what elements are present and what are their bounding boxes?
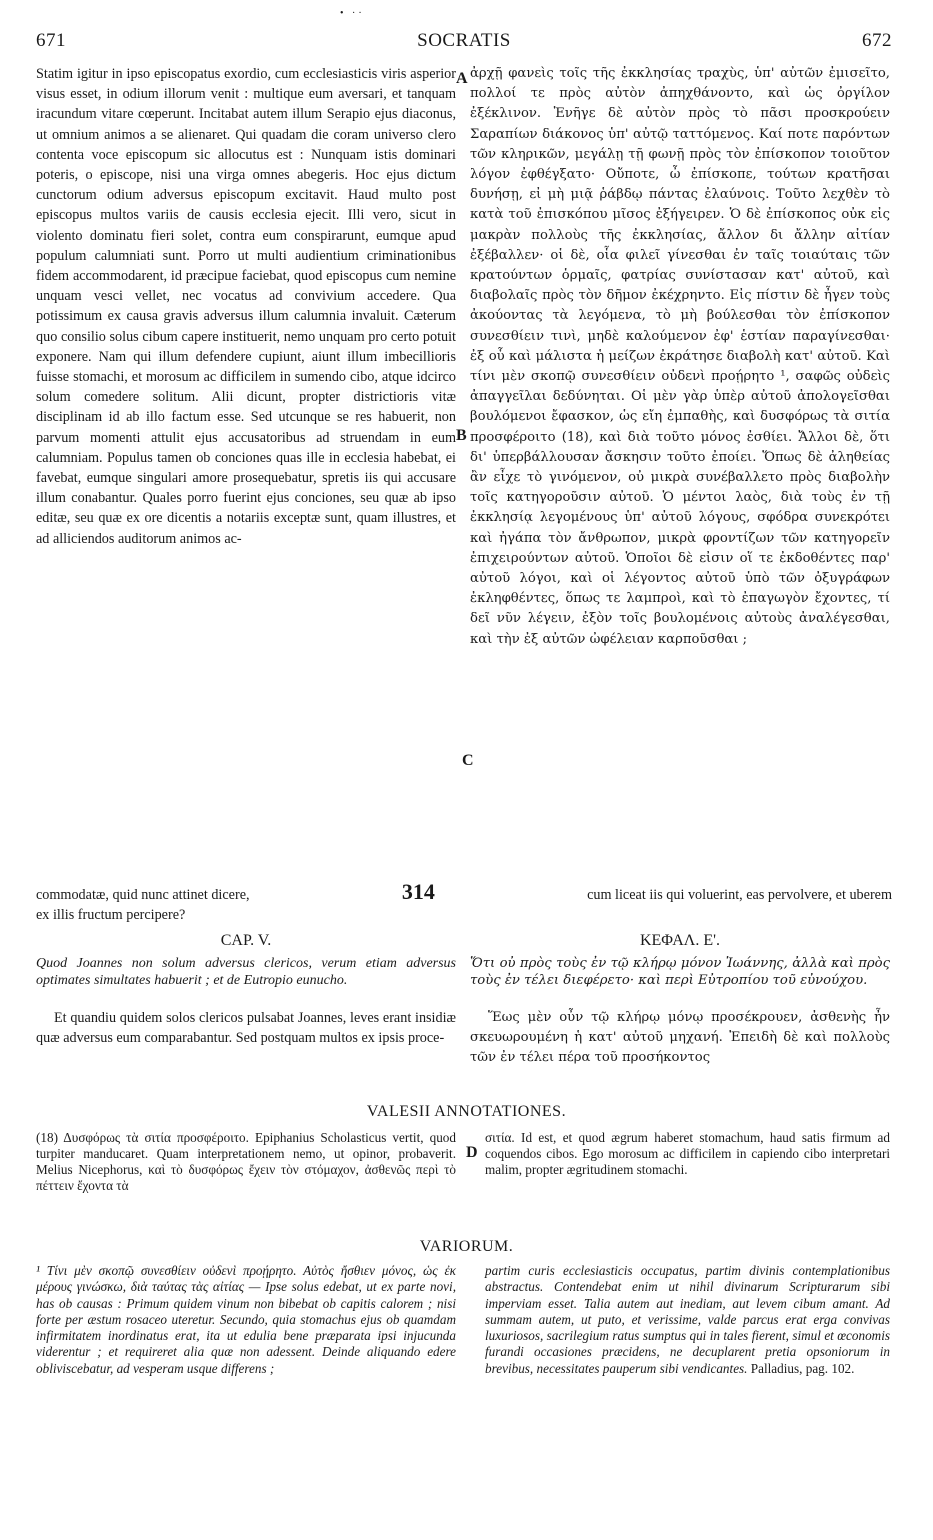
section-marker-d: D	[466, 1144, 478, 1161]
chapter-subtitle-greek: Ὅτι οὐ πρὸς τοὺς ἐν τῷ κλήρῳ μόνον Ἰωάννης, ἀλλὰ καὶ πρὸς τοὺς ἐν τέλει διεφέρετο· καὶ περὶ Εὐτροπίου τοῦ εὐνούχου.	[470, 956, 890, 988]
variorum-note-right	[485, 1263, 890, 1377]
latin-text: Statim igitur in ipso episcopatus exordio, cum ecclesiasticis viris asperior visus esset, in odium illorum venit : multique eum aversari, et tanquam iracundum vitare cœperunt. Incitabat autem illum Serapio ejus diaconus, ut omnium animos a se alienaret. Qui quadam die coram universo clero contenta voce episcopum sic allocutus est : Nunquam istis dominari poteris, o episcope, nisi una virga omnes abegeris. Hoc ejus dictum cunctorum odium adversus episcopum excitavit. Haud multo post episcopus multos variis de causis ecclesia ejecit. Illi vero, sicut in violento dominatu fieri solet, contra eum conspirarunt, eumque apud populum calumniati sunt. Porro ut multi audientium criminationibus fidem accommodarent, id præcipue faciebat, quod episcopus cum nemine unquam vesci vellet, nec vocatus ad convivium accedere. Qua potissimum ex causa gravis adversus illum calumnia invaluit. Cæterum quo consilio solus cibum capere instituerit, nemo unquam pro certo potuit exponere. Nam qui illum defendere cupiunt, aiunt illum imbecillioris fuisse stomachi, et morosum ac difficilem in sumendo cibo, atque idcirco solum comedere solitum. Alii dicunt, propter districtioris vitæ disciplinam id ab illo factum esse. Sed utcunque se res habuerit, non parvum momenti attulit ejus accusatoribus ad struendam in eum calumniam. Populus tamen ob conciones quas ille in ecclesia habebat, ei favebat, eumque singulari amore prosequebatur, spretis iis qui accusare illum conabantur. Quales porro fuerint ejus conciones, seu quæ ab ipso editæ, seu quæ ex ore dicentis a notariis exceptæ sunt, quam illustres, et ad alliciendos auditorum animos ac-	[36, 66, 456, 547]
section-marker-a: A	[456, 70, 468, 87]
left-page-number: 671	[36, 30, 66, 51]
variorum-note-left: ¹ Τίνι μὲν σκοπῷ συνεσθίειν οὐδενὶ προῄρητο. Αὐτὸς ἤσθιεν μόνος, ὡς ἐκ μέρους γινώσκω, διὰ ταύτας τὰς αἰτίας — Ipse solus edebat, ut ex parte novi, has ob causas : Primum quidem vinum non bibebat ob capitis calorem ; nisi forte per æstum rosaceo uteretur. Secundo, quia stomachus ejus ob quamdam infirmitatem inordinatus erat, ita ut edulia bene præparata ipsi injucunda viderentur ; et requireret alia quæ non adessent. Deinde aliquando edere obliviscebatur, ad vesperam usque differens ;	[36, 1263, 456, 1376]
section-marker-c: C	[462, 752, 474, 769]
valesii-title: VALESII ANNOTATIONES.	[366, 1103, 567, 1120]
chapter-body-latin: Et quandiu quidem solos clericos pulsabat Joannes, leves erant insidiæ quæ adversus eum comparabantur. Sed postquam multos ex ipsis proce-	[36, 1010, 456, 1046]
greek-column	[470, 64, 890, 650]
bridge-right: cum liceat iis qui voluerint, eas pervolvere, et uberem	[587, 887, 892, 903]
chapter-heading-greek: ΚΕΦΑΛ. Ε'.	[639, 932, 721, 949]
valesii-note-left: (18) Δυσφόρως τὰ σιτία προσφέροιτο. Epiphanius Scholasticus vertit, quod turpiter manducaret. Quam interpretationem nemo, ut opinor, probaverit. Melius Nicephorus, καὶ τὸ δυσφόρως ἔχειν τὸν στόμαχον, ἀσθενῶς περὶ τὸ πέττειν ἔχοντα τὰ	[36, 1130, 456, 1193]
running-title: SOCRATIS	[417, 30, 511, 51]
chapter-body-greek: Ἕως μὲν οὖν τῷ κλήρῳ μόνῳ προσέκρουεν, ἀσθενὴς ἦν σκευωρουμένη ἡ κατ' αὐτοῦ μηχανή. Ἐπειδὴ δὲ καὶ πολλοὺς τῶν ἐν τέλει πέρα τοῦ προσήκοντος	[470, 1010, 890, 1065]
bridge-line-2: ex illis fructum percipere?	[36, 907, 186, 923]
right-page-number: 672	[862, 30, 892, 51]
section-marker-b: B	[456, 427, 467, 444]
folio-number: 314	[401, 879, 435, 904]
valesii-note-right: σιτία. Id est, et quod ægrum haberet stomachum, haud satis firmum ad coquendos cibos. Ego morosum ac difficilem in capiendo cibo interpretari malim, propter ægritudinem stomachi.	[485, 1130, 890, 1177]
bridge-line	[36, 879, 892, 925]
variorum-title: VARIORUM.	[419, 1238, 514, 1255]
top-marks: • ··	[340, 8, 365, 19]
chapter-heading-latin: CAP. V.	[220, 932, 272, 949]
page-header	[36, 30, 892, 56]
variorum-right-italic: partim curis ecclesiasticis occupatus, partim divinis contemplationibus abstractus. Contendebat enim ut nihil divinarum Scripturarum sibi imperviam esset. Talia autem aut inediam, aut levem cibum amant. Ad summam autem, ut puto, et verissime, valde parcus erat erga convivas luxuriosos, sacrilegium ratus sumptus qui in tales fierent, simul et œconomis furandi occasiones præcidens, ne decuplarent pretia opsoniorum in brevibus, necessitates pauperum sibi vendicantes.	[485, 1263, 890, 1376]
greek-text: ἀρχῇ φανεὶς τοῖς τῆς ἐκκλησίας τραχὺς, ὑπ' αὐτῶν ἐμισεῖτο, πολλοί τε πρὸς αὐτὸν ἀπηχθάνοντο, καὶ ὡς ὀργίλον ἐξέκλινον. Ἐνῆγε δὲ αὐτὸν πρὸς τὸ πᾶσι προσκρούειν Σαραπίων διάκονος ὑπ' αὐτῷ ταττόμενος. Καί ποτε παρόντων τῶν κληρικῶν, μεγάλῃ τῇ φωνῇ πρὸς τὸν ἐπίσκοπον τοιοῦτον λόγον ἐφθέγξατο· Οὔποτε, ὦ ἐπίσκοπε, τούτων κρατῆσαι δυνήσῃ, εἰ μὴ μιᾷ ῥάβδῳ πάντας ἐλαύνοις. Τοῦτο λεχθὲν τὸ κατὰ τοῦ ἐπισκόπου μῖσος ἐξήγειρεν. Ὁ δὲ ἐπίσκοπος οὐκ εἰς μακρὰν πολλοὺς τῆς ἐκκλησίας, ἄλλον δι ἄλλην αἰτίαν ἐξέβαλλεν· οἱ δὲ, οἷα φιλεῖ γίνεσθαι ἐν ταῖς τοιαύταις τῶν κρατούντων ὁρμαῖς, φατρίας συνίστασαν κατ' αὐτοῦ, καὶ διαβολαῖς πρὸς τὸν δῆμον ἐκέχρηντο. Εἰς πίστιν δὲ ἦγεν τοὺς ἀκούοντας τὰ λεγόμενα, τὸ μὴ βούλεσθαι τὸν ἐπίσκοπον συνεσθίειν τινὶ, μηδὲ καλούμενον ἐφ' ἑστίαν παραγίνεσθαι· ἐξ οὗ καὶ μάλιστα ἡ μείζων ἐκράτησε διαβολὴ κατ' αὐτοῦ. Καὶ τίνι μὲν σκοπῷ συνεσθίειν οὐδενὶ προῄρητο ¹, σαφῶς οὐδεὶς ἀπαγγεῖλαι δεδύνηται. Οἱ μὲν γὰρ ὑπὲρ αὐτοῦ ἀπολογεῖσθαι βουλόμενοι ἔφασκον, ὡς εἴη ἐμπαθὴς, καὶ δυσφόρως τὰ σιτία προσφέροιτο (18), καὶ διὰ τοῦτο μόνος ἐσθίει. Ἄλλοι δὲ, ὅτι δι' ὑπερβάλλουσαν ἄσκησιν τοῦτο ἐποίει. Ὅπως δὲ ἀληθείας ἂν εἶχε τὸ γινόμενον, οὐ μικρὰ συνέβαλλετο πρὸς διαβολὴν τοῖς κατηγοροῦσιν αὐτοῦ. Ὁ μέντοι λαὸς, διὰ τοὺς ἐν τῇ ἐκκλησίᾳ λεγομένους ὑπ' αὐτοῦ λόγους, σφόδρα συνεκρότει καὶ ἠγάπα τὸν ἄνθρωπον, μικρὰ φροντίζων τῶν κατηγορεῖν ἐπιχειρούντων αὐτοῦ. Ὁποῖοι δὲ εἰσιν οἵ τε ἐκδοθέντες παρ' αὐτοῦ λόγοι, καὶ οἱ λέγοντος αὐτοῦ ὑπὸ τῶν ὀξυγράφων ἐκληφθέντες, ὅπως τε λαμπροὶ, καὶ τὸ ἐπαγωγὸν ἔχοντες, τί δεῖ νῦν λέγειν, ἐξὸν τοῖς βουλομένοις αὐτοὺς ἀναλέγεσθαι, καὶ τὴν ἐξ αὐτῶν ὠφέλειαν καρποῦσθαι ;	[470, 66, 890, 647]
chapter-subtitle-latin: Quod Joannes non solum adversus clericos, verum etiam adversus optimates simultates habuerit ; et de Eutropio eunucho.	[36, 956, 456, 988]
variorum-citation: Palladius, pag. 102.	[750, 1360, 855, 1376]
latin-column	[36, 64, 456, 549]
bridge-left: commodatæ, quid nunc attinet dicere,	[36, 887, 250, 903]
